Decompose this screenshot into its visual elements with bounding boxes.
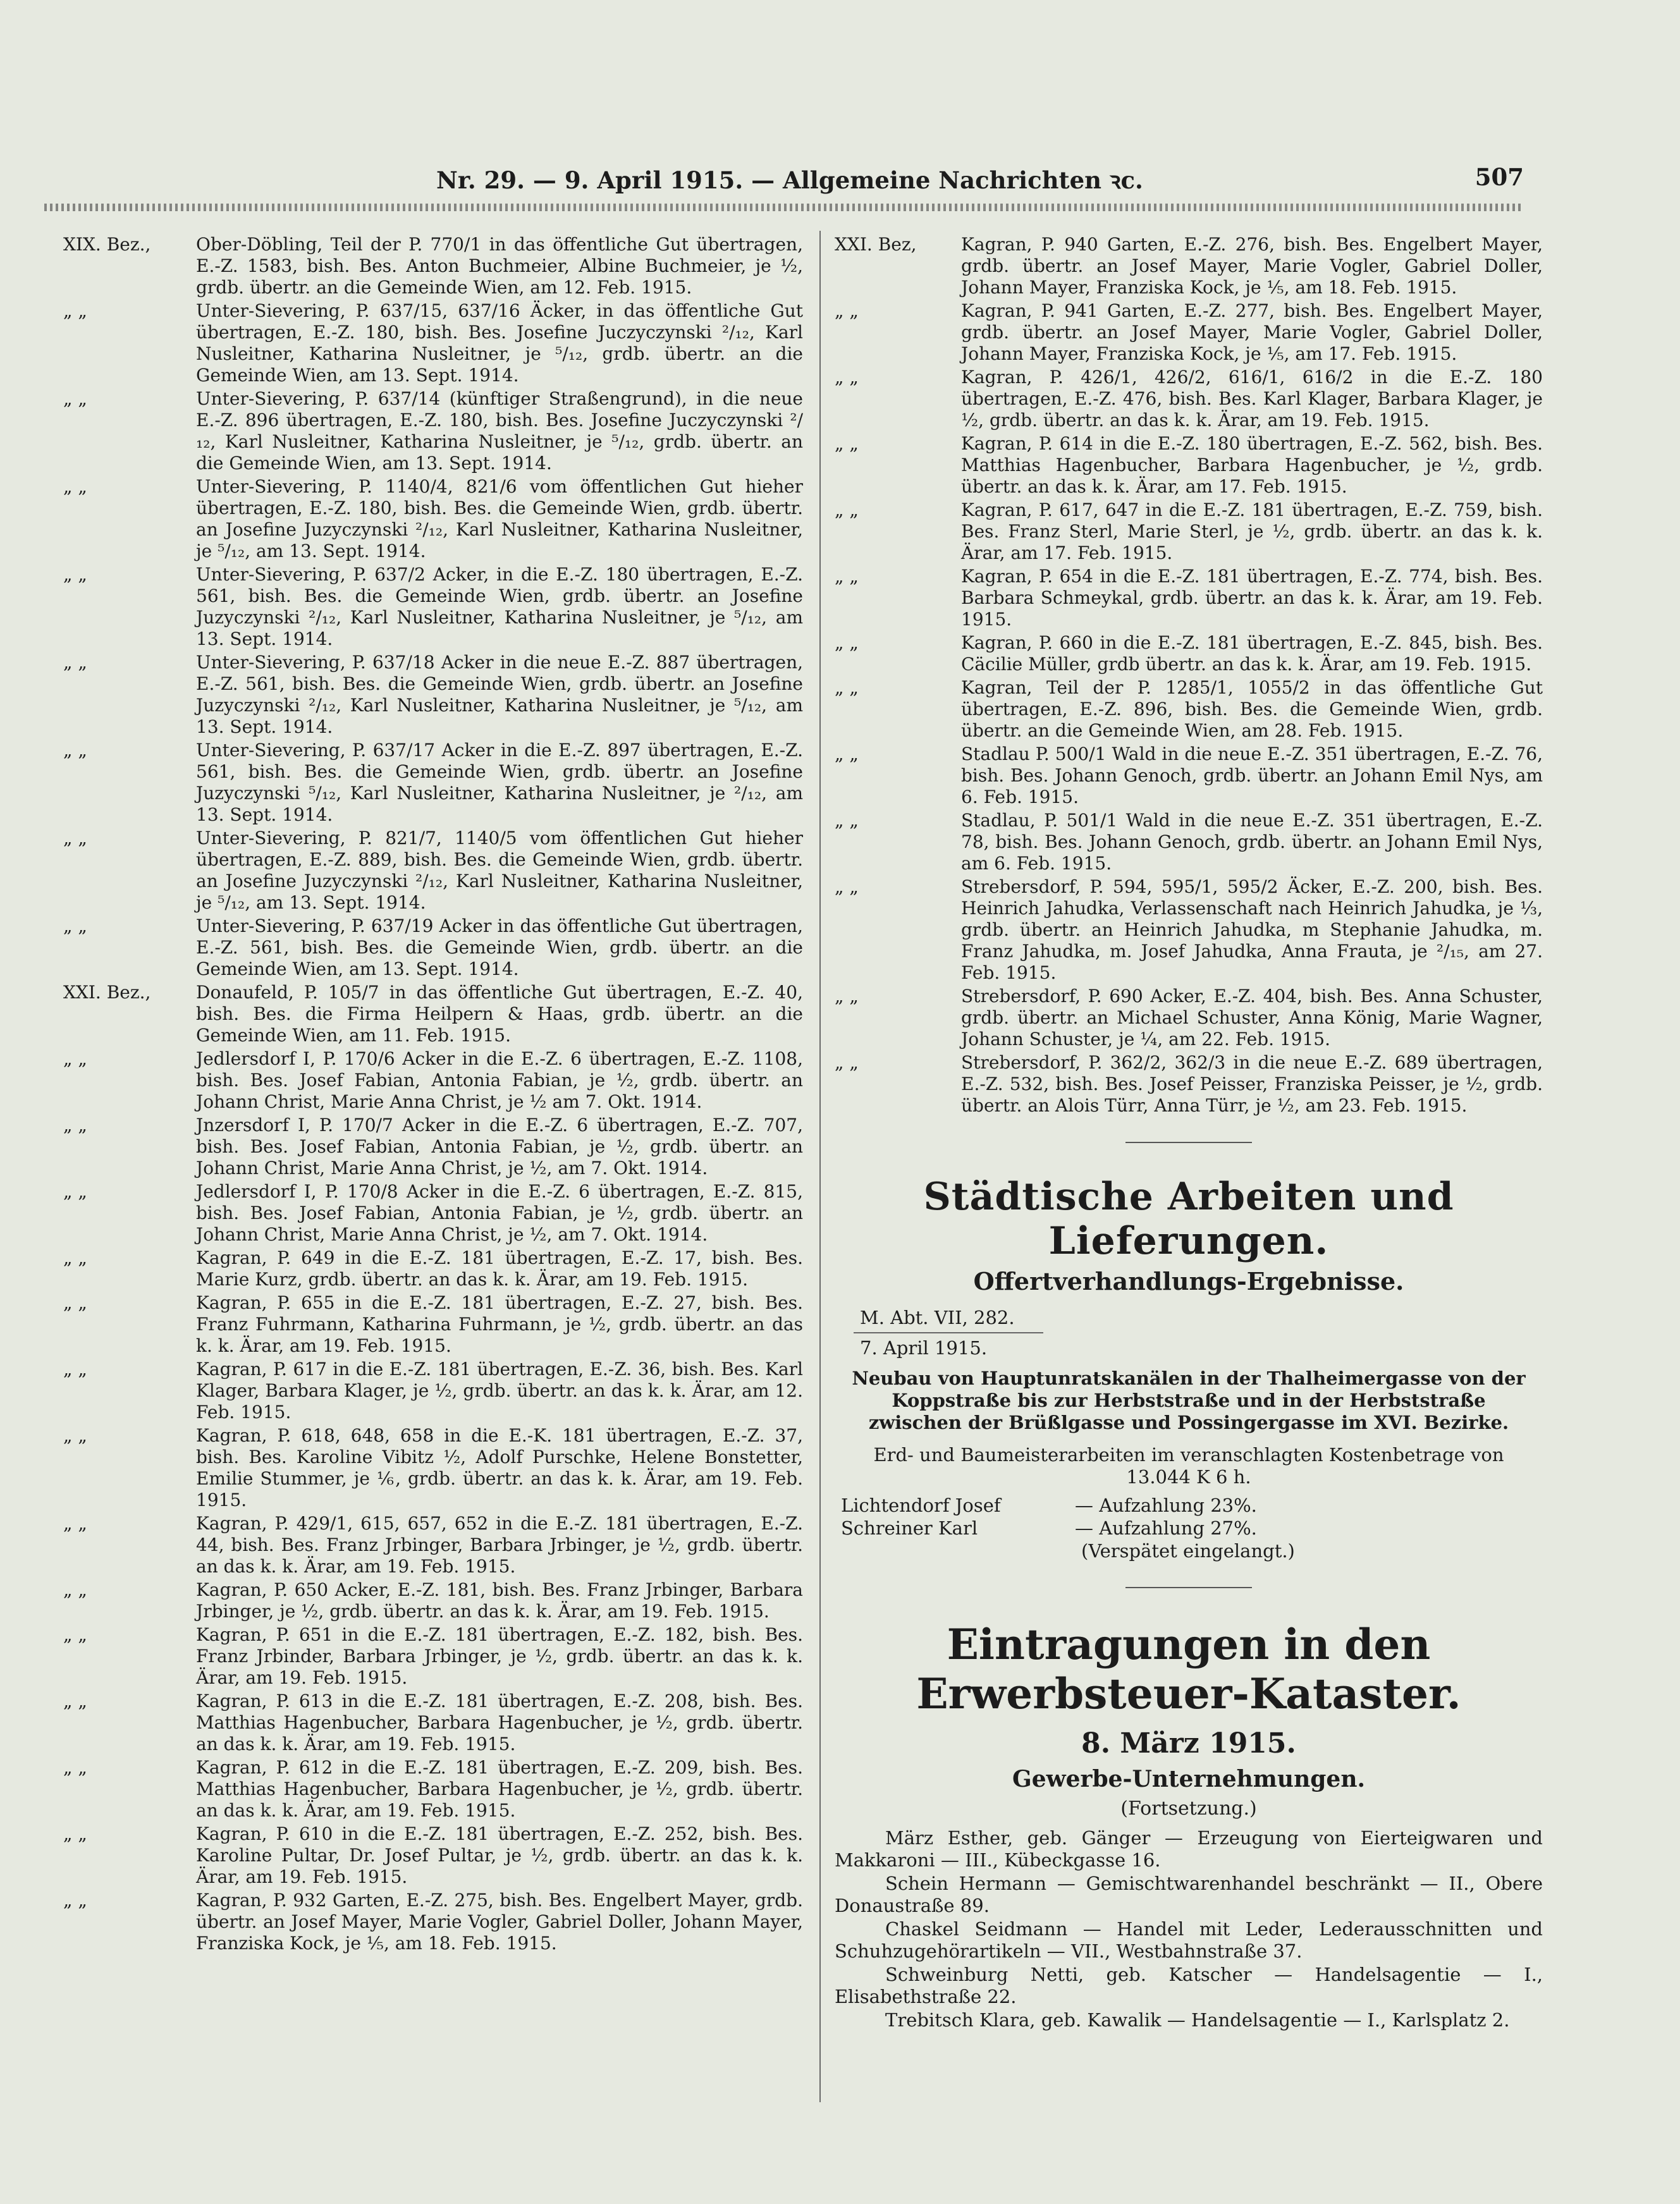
entry-text: Kagran, P. 932 Garten, E.-Z. 275, bish. Bes. Engelbert Mayer, grdb. übertr. an Josef Mayer, Marie Vogler, Gabriel Doller, Johann Mayer, Franziska Kock, je ⅕, am 18. Feb. 1915. xyxy=(196,1890,803,1954)
register-entry xyxy=(63,1425,803,1511)
page-number: 507 xyxy=(1475,163,1524,191)
register-entry xyxy=(835,300,1543,365)
register-entry xyxy=(63,1292,803,1357)
entry-district-label: „ „ xyxy=(63,652,87,673)
entry-text: Strebersdorf, P. 690 Acker, E.-Z. 404, bish. Bes. Anna Schuster, grdb. übertr. an Michael Schuster, Anna König, Marie Wagner, Johann Schuster, je ¼, am 22. Feb. 1915. xyxy=(961,986,1543,1050)
entry-district-label: „ „ xyxy=(835,367,859,388)
entry-text: Unter-Sievering, P. 821/7, 1140/5 vom öffentlichen Gut hieher übertragen, E.-Z. 889, bish. Bes. die Gemeinde Wien, grdb. übertr. an Josefine Juzyczynski ²/₁₂, Karl Nusleitner, Katharina Nusleitner, je ⁵/₁₂, am 13. Sept. 1914. xyxy=(196,828,803,913)
entry-text: Ober-Döbling, Teil der P. 770/1 in das öffentliche Gut übertragen, E.-Z. 1583, bish. Bes. Anton Buchmeier, Albine Buchmeier, je ½, grdb. übertr. an die Gemeinde Wien, am 12. Feb. 1915. xyxy=(196,234,803,298)
bid-note: (Verspätet eingelangt.) xyxy=(1081,1540,1295,1562)
bid-value: — Aufzahlung 23%. xyxy=(1075,1495,1257,1516)
header-wavy-rule xyxy=(44,204,1524,211)
section-tax xyxy=(835,1620,1543,2031)
municipal-reference: M. Abt. VII, 282. xyxy=(860,1307,1015,1328)
register-entry: Chaskel Seidmann — Handel mit Leder, Lederausschnitten und Schuhzugehörartikeln — VII., Westbahnstraße 37. xyxy=(835,1918,1543,1962)
register-entry xyxy=(63,1757,803,1821)
works-date: 7. April 1915. xyxy=(860,1337,988,1359)
entry-district-label: „ „ xyxy=(63,1890,87,1911)
entry-text: Kagran, P. 655 in die E.-Z. 181 übertragen, E.-Z. 27, bish. Bes. Franz Fuhrmann, Katharina Fuhrmann, je ½, grdb. übertr. an das k. k. Ärar, am 19. Feb. 1915. xyxy=(196,1292,803,1356)
register-entry xyxy=(63,1823,803,1888)
column-separator xyxy=(819,231,821,2102)
entry-text: Kagran, P. 654 in die E.-Z. 181 übertragen, E.-Z. 774, bish. Bes. Barbara Schmeykal, grdb. übertr. an das k. k. Ärar, am 19. Feb. 1915. xyxy=(961,566,1543,630)
entry-text: Kagran, P. 660 in die E.-Z. 181 übertragen, E.-Z. 845, bish. Bes. Cäcilie Müller, grdb übertr. an das k. k. Ärar, am 19. Feb. 1915. xyxy=(961,632,1543,675)
register-entry xyxy=(63,1624,803,1689)
entry-text: Kagran, P. 941 Garten, E.-Z. 277, bish. Bes. Engelbert Mayer, grdb. übertr. an Josef Mayer, Marie Vogler, Gabriel Doller, Johann Mayer, Franziska Kock, je ⅕, am 17. Feb. 1915. xyxy=(961,300,1543,364)
entry-text: Strebersdorf, P. 594, 595/1, 595/2 Äcker, E.-Z. 200, bish. Bes. Heinrich Jahudka, Verlassenschaft nach Heinrich Jahudka, je ⅓, grdb. übertr. an Heinrich Jahudka, m Stephanie Jahudka, m. Franz Jahudka, m. Josef Jahudka, Anna Frauta, je ²/₁₅, am 27. Feb. 1915. xyxy=(961,876,1543,983)
entry-text: Unter-Sievering, P. 637/17 Acker in die E.-Z. 897 übertragen, E.-Z. 561, bish. Bes. die Gemeinde Wien, grdb. übertr. an Josefine Juzyczynski ⁵/₁₂, Karl Nusleitner, Katharina Nusleitner, je ²/₁₂, am 13. Sept. 1914. xyxy=(196,740,803,825)
register-entry xyxy=(63,300,803,386)
register-entry xyxy=(63,1890,803,1954)
entry-district-label: „ „ xyxy=(63,1624,87,1645)
section-tax-subtitle: Gewerbe-Unternehmungen. xyxy=(1012,1766,1366,1792)
section-works xyxy=(835,1175,1543,1562)
entry-text: Kagran, P. 426/1, 426/2, 616/1, 616/2 in die E.-Z. 180 übertragen, E.-Z. 476, bish. Bes. Karl Klager, Barbara Klager, je ½, grdb. übertr. an das k. k. Ärar, am 19. Feb. 1915. xyxy=(961,367,1543,431)
entry-district-label: „ „ xyxy=(63,1292,87,1313)
entry-district-label: „ „ xyxy=(835,986,859,1007)
register-entry xyxy=(63,1513,803,1577)
register-entry xyxy=(63,1359,803,1423)
entry-text: Kagran, Teil der P. 1285/1, 1055/2 in das öffentliche Gut übertragen, E.-Z. 896, bish. Bes. die Gemeinde Wien, grdb. übertr. an die Gemeinde Wien, am 28. Feb. 1915. xyxy=(961,677,1543,741)
entry-text: Unter-Sievering, P. 637/18 Acker in die neue E.-Z. 887 übertragen, E.-Z. 561, bish. Bes. die Gemeinde Wien, grdb. übertr. an Josefine Juzyczynski ²/₁₂, Karl Nusleitner, Katharina Nusleitner, je ⁵/₁₂, am 13. Sept. 1914. xyxy=(196,652,803,737)
register-entry xyxy=(63,982,803,1046)
entry-district-label: „ „ xyxy=(63,1579,87,1600)
entry-district-label: „ „ xyxy=(835,499,859,520)
entry-district-label: „ „ xyxy=(835,810,859,831)
entry-text: Kagran, P. 617 in die E.-Z. 181 übertragen, E.-Z. 36, bish. Bes. Karl Klager, Barbara Klager, je ½, grdb. übertr. an das k. k. Ärar, am 12. Feb. 1915. xyxy=(196,1359,803,1423)
entry-district-label: „ „ xyxy=(63,828,87,848)
register-entry xyxy=(63,740,803,826)
entry-district-label: „ „ xyxy=(63,388,87,409)
register-entry xyxy=(63,234,803,298)
register-entry xyxy=(63,1691,803,1755)
entry-text: Kagran, P. 610 in die E.-Z. 181 übertragen, E.-Z. 252, bish. Bes. Karoline Pultar, Dr. Josef Pultar, je ½, grdb. übertr. an das k. k. Ärar, am 19. Feb. 1915. xyxy=(196,1823,803,1887)
page-header-title: Nr. 29. — 9. April 1915. — Allgemeine Nachrichten ꝛc. xyxy=(436,166,1143,194)
entry-district-label: „ „ xyxy=(63,1181,87,1202)
entry-text: Kagran, P. 650 Acker, E.-Z. 181, bish. Bes. Franz Jrbinger, Barbara Jrbinger, je ½, grdb. übertr. an das k. k. Ärar, am 19. Feb. 1915. xyxy=(196,1579,803,1622)
bid-row xyxy=(835,1495,1543,1517)
entry-district-label: „ „ xyxy=(63,564,87,585)
entry-district-label: „ „ xyxy=(63,915,87,936)
entry-text: Kagran, P. 649 in die E.-Z. 181 übertragen, E.-Z. 17, bish. Bes. Marie Kurz, grdb. übertr. an das k. k. Ärar, am 19. Feb. 1915. xyxy=(196,1247,803,1290)
entry-district-label: „ „ xyxy=(63,1359,87,1380)
register-entry xyxy=(63,1115,803,1179)
register-entry xyxy=(835,744,1543,808)
entry-district-label: „ „ xyxy=(63,1757,87,1778)
entry-text: Kagran, P. 429/1, 615, 657, 652 in die E.-Z. 181 übertragen, E.-Z. 44, bish. Bes. Franz Jrbinger, Barbara Jrbinger, je ½, grdb. übertr. an das k. k. Ärar, am 19. Feb. 1915. xyxy=(196,1513,803,1577)
entry-text: Unter-Sievering, P. 637/2 Acker, in die E.-Z. 180 übertragen, E.-Z. 561, bish. Bes. die Gemeinde Wien, grdb. übertr. an Josefine Juzyczynski ²/₁₂, Karl Nusleitner, Katharina Nusleitner, je ⁵/₁₂, am 13. Sept. 1914. xyxy=(196,564,803,649)
entry-text: Jedlersdorf I, P. 170/8 Acker in die E.-Z. 6 übertragen, E.-Z. 815, bish. Bes. Josef Fabian, Antonia Fabian, je ½, grdb. übertr. an Johann Christ, Marie Anna Christ, je ½, am 7. Okt. 1914. xyxy=(196,1181,803,1245)
register-entry xyxy=(63,388,803,474)
continued-note: (Fortsetzung.) xyxy=(1120,1797,1257,1820)
entry-district-label: „ „ xyxy=(63,1513,87,1534)
section-works-subtitle: Offertverhandlungs-Ergebnisse. xyxy=(973,1267,1404,1295)
works-subject: Neubau von Hauptunratskanälen in der Thalheimergasse von der Koppstraße bis zur Herbststraße und in der Herbststraße zwischen der Brüßlgasse und Possingergasse im XVI. Bezirke. xyxy=(852,1368,1526,1433)
entry-text: Unter-Sievering, P. 637/15, 637/16 Äcker, in das öffentliche Gut übertragen, E.-Z. 180, bish. Bes. Josefine Juczyczynski ²/₁₂, Karl Nusleitner, Katharina Nusleitner, je ⁵/₁₂, grdb. übertr. an die Gemeinde Wien, am 13. Sept. 1914. xyxy=(196,300,803,386)
entry-text: Kagran, P. 617, 647 in die E.-Z. 181 übertragen, E.-Z. 759, bish. Bes. Franz Sterl, Marie Sterl, je ½, grdb. übertr. an das k. k. Ärar, am 17. Feb. 1915. xyxy=(961,499,1543,563)
register-entry: Schein Hermann — Gemischtwarenhandel beschränkt — II., Obere Donaustraße 89. xyxy=(835,1873,1543,1916)
register-entry xyxy=(63,828,803,914)
register-entry xyxy=(835,986,1543,1050)
register-entry: März Esther, geb. Gänger — Erzeugung von Eierteigwaren und Makkaroni — III., Kübeckgasse 16. xyxy=(835,1827,1543,1871)
register-entry xyxy=(835,499,1543,564)
register-entry xyxy=(835,234,1543,298)
reference-rule xyxy=(854,1332,1043,1333)
register-entry: Trebitsch Klara, geb. Kawalik — Handelsagentie — I., Karlsplatz 2. xyxy=(885,2009,1510,2031)
entry-district-label: „ „ xyxy=(63,1691,87,1711)
register-entry: Schweinburg Netti, geb. Katscher — Handelsagentie — I., Elisabethstraße 22. xyxy=(835,1964,1543,2007)
entry-district-label: „ „ xyxy=(835,433,859,454)
entry-text: Kagran, P. 940 Garten, E.-Z. 276, bish. Bes. Engelbert Mayer, grdb. übertr. an Josef Mayer, Marie Vogler, Gabriel Doller, Johann Mayer, Franziska Kock, je ⅕, am 18. Feb. 1915. xyxy=(961,234,1543,298)
section-works-title: Städtische Arbeiten und Lieferungen. xyxy=(923,1175,1454,1263)
register-entry xyxy=(63,476,803,562)
register-entry xyxy=(63,1247,803,1290)
bid-row xyxy=(835,1517,1543,1540)
register-entry xyxy=(835,1052,1543,1117)
entry-district-label: „ „ xyxy=(63,1823,87,1844)
register-entry xyxy=(63,1579,803,1622)
section-divider xyxy=(1125,1587,1252,1588)
entry-district-label: „ „ xyxy=(63,740,87,761)
register-entry xyxy=(63,1181,803,1246)
entry-text: Kagran, P. 612 in die E.-Z. 181 übertragen, E.-Z. 209, bish. Bes. Matthias Hagenbucher, Barbara Hagenbucher, je ½, grdb. übertr. an das k. k. Ärar, am 19. Feb. 1915. xyxy=(196,1757,803,1821)
register-entry xyxy=(835,876,1543,984)
left-column xyxy=(63,234,803,1956)
register-entry xyxy=(63,915,803,980)
entry-text: Kagran, P. 618, 648, 658 in die E.-K. 181 übertragen, E.-Z. 37, bish. Bes. Karoline Vibitz ½, Adolf Purschke, Helene Bonstetter, Emilie Stummer, je ⅙, grdb. übertr. an das k. k. Ärar, am 19. Feb. 1915. xyxy=(196,1425,803,1510)
entry-text: Kagran, P. 614 in die E.-Z. 180 übertragen, E.-Z. 562, bish. Bes. Matthias Hagenbucher, Barbara Hagenbucher, je ½, grdb. übertr. an das k. k. Ärar, am 17. Feb. 1915. xyxy=(961,433,1543,497)
entry-district-label: „ „ xyxy=(835,677,859,698)
bid-value: — Aufzahlung 27%. xyxy=(1075,1517,1257,1539)
section-tax-title: Eintragungen in den Erwerbsteuer-Kataster. xyxy=(916,1620,1461,1718)
bidder-name: Schreiner Karl xyxy=(841,1517,978,1539)
entry-text: Donaufeld, P. 105/7 in das öffentliche Gut übertragen, E.-Z. 40, bish. Bes. die Firma Heilpern & Haas, grdb. übertr. an die Gemeinde Wien, am 11. Feb. 1915. xyxy=(196,982,803,1046)
register-entry xyxy=(835,632,1543,675)
entry-text: Kagran, P. 651 in die E.-Z. 181 übertragen, E.-Z. 182, bish. Bes. Franz Jrbinder, Barbara Jrbinger, je ½, grdb. übertr. an das k. k. Ärar, am 19. Feb. 1915. xyxy=(196,1624,803,1688)
entry-district-label: „ „ xyxy=(835,744,859,764)
entry-text: Jedlersdorf I, P. 170/6 Acker in die E.-Z. 6 übertragen, E.-Z. 1108, bish. Bes. Josef Fabian, Antonia Fabian, je ½, grdb. übertr. an Johann Christ, Marie Anna Christ, je ½ am 7. Okt. 1914. xyxy=(196,1048,803,1112)
right-column xyxy=(835,234,1543,2033)
entry-text: Unter-Sievering, P. 637/14 (künftiger Straßengrund), in die neue E.-Z. 896 übertragen, E.-Z. 180, bish. Bes. Josefine Juczyczynski ²/₁₂, Karl Nusleitner, Katharina Nusleitner, je ⁵/₁₂, grdb. übertr. an die Gemeinde Wien, am 13. Sept. 1914. xyxy=(196,388,803,474)
entry-text: Kagran, P. 613 in die E.-Z. 181 übertragen, E.-Z. 208, bish. Bes. Matthias Hagenbucher, Barbara Hagenbucher, je ½, grdb. übertr. an das k. k. Ärar, am 19. Feb. 1915. xyxy=(196,1691,803,1754)
entry-district-label: XXI. Bez., xyxy=(63,982,151,1003)
entry-text: Strebersdorf, P. 362/2, 362/3 in die neue E.-Z. 689 übertragen, E.-Z. 532, bish. Bes. Josef Peisser, Franziska Peisser, je ½, grdb. übertr. an Alois Türr, Anna Türr, je ½, am 23. Feb. 1915. xyxy=(961,1052,1543,1116)
right-entries xyxy=(835,234,1543,1117)
register-entry xyxy=(63,652,803,738)
register-entry xyxy=(63,1048,803,1113)
entry-district-label: „ „ xyxy=(835,876,859,897)
register-entry xyxy=(835,677,1543,742)
entry-text: Stadlau, P. 501/1 Wald in die neue E.-Z. 351 übertragen, E.-Z. 78, bish. Bes. Johann Genoch, grdb. übertr. an Johann Emil Nys, am 6. Feb. 1915. xyxy=(961,810,1543,874)
entry-text: Stadlau P. 500/1 Wald in die neue E.-Z. 351 übertragen, E.-Z. 76, bish. Bes. Johann Genoch, grdb. übertr. an Johann Emil Nys, am 6. Feb. 1915. xyxy=(961,744,1543,807)
page-header xyxy=(44,163,1524,201)
section-tax-date: 8. März 1915. xyxy=(1081,1727,1296,1760)
register-entry xyxy=(835,566,1543,630)
register-entry xyxy=(835,433,1543,498)
entry-district-label: XXI. Bez, xyxy=(835,234,917,255)
entry-district-label: „ „ xyxy=(63,1425,87,1446)
entry-district-label: „ „ xyxy=(63,476,87,497)
register-entry xyxy=(835,810,1543,874)
entry-text: Unter-Sievering, P. 1140/4, 821/6 vom öffentlichen Gut hieher übertragen, E.-Z. 180, bish. Bes. die Gemeinde Wien, grdb. übertr. an Josefine Juzyczynski ²/₁₂, Karl Nusleitner, Katharina Nusleitner, je ⁵/₁₂, am 13. Sept. 1914. xyxy=(196,476,803,561)
entry-district-label: „ „ xyxy=(63,1247,87,1268)
entry-district-label: „ „ xyxy=(63,1115,87,1136)
entry-district-label: „ „ xyxy=(835,300,859,321)
entry-district-label: „ „ xyxy=(835,1052,859,1073)
entry-district-label: „ „ xyxy=(835,632,859,653)
entry-district-label: „ „ xyxy=(63,1048,87,1069)
entry-district-label: „ „ xyxy=(63,300,87,321)
register-entry xyxy=(835,367,1543,431)
section-divider xyxy=(1125,1142,1252,1143)
entry-district-label: „ „ xyxy=(835,566,859,587)
register-entry xyxy=(63,564,803,650)
works-description: Erd- und Baumeisterarbeiten im veranschlagten Kostenbetrage von 13.044 K 6 h. xyxy=(873,1444,1504,1488)
entry-text: Unter-Sievering, P. 637/19 Acker in das öffentliche Gut übertragen, E.-Z. 561, bish. Bes. die Gemeinde Wien, grdb. übertr. an die Gemeinde Wien, am 13. Sept. 1914. xyxy=(196,915,803,979)
bidder-name: Lichtendorf Josef xyxy=(841,1495,1001,1516)
entry-text: Jnzersdorf I, P. 170/7 Acker in die E.-Z. 6 übertragen, E.-Z. 707, bish. Bes. Josef Fabian, Antonia Fabian, je ½, grdb. übertr. an Johann Christ, Marie Anna Christ, je ½, am 7. Okt. 1914. xyxy=(196,1115,803,1179)
entry-district-label: XIX. Bez., xyxy=(63,234,151,255)
